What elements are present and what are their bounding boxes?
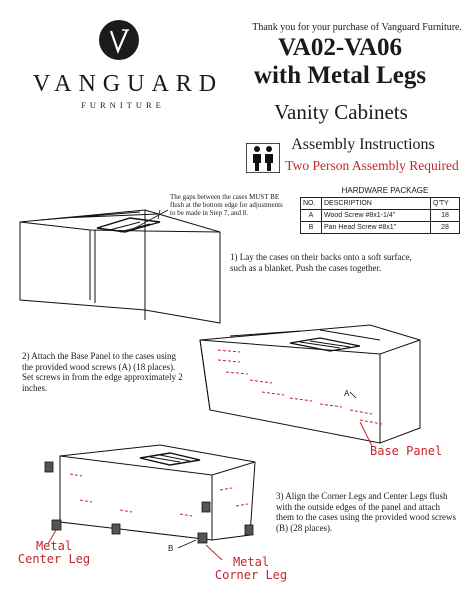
- corner-leg-label-line1: Metal: [232, 555, 270, 569]
- center-leg-label-line1: Metal: [35, 539, 73, 553]
- row-qty: 18: [431, 210, 460, 222]
- base-panel-pointer: [360, 422, 372, 446]
- step3-legs-drawing: [60, 445, 255, 540]
- product-subtitle: Vanity Cabinets: [274, 100, 408, 124]
- gaps-note: The gaps between the cases MUST BE flush at the bottom edge for adjustments to be made in Step 7, and 8.: [170, 193, 283, 217]
- row-no: B: [301, 222, 322, 234]
- model-variant: with Metal Legs: [253, 62, 427, 89]
- step-2-text: 2) Attach the Base Panel to the cases using the provided wood screws (A) (18 places). Set screws in from the edge approximately 2 inches.: [22, 351, 183, 393]
- leg-parts: [45, 462, 253, 543]
- model-number: VA02-VA06: [277, 34, 403, 61]
- center-leg-label: [16, 540, 92, 566]
- row-description: Pan Head Screw #8x1": [322, 222, 431, 234]
- step1-cases-drawing: [20, 210, 220, 323]
- row-no: A: [301, 210, 322, 222]
- row-qty: 28: [431, 222, 460, 234]
- step2-base-panel-drawing: [200, 325, 420, 443]
- screw-a-label: A: [344, 389, 350, 398]
- step2-screw-marks: [218, 350, 382, 424]
- screw-b-label: B: [168, 544, 174, 553]
- col-no: NO.: [301, 198, 322, 210]
- row-description: Wood Screw #8x1-1/4": [322, 210, 431, 222]
- col-description: DESCRIPTION: [322, 198, 431, 210]
- two-person-warning: Two Person Assembly Required: [285, 158, 459, 173]
- corner-leg-label-line2: Corner Leg: [214, 568, 288, 582]
- assembly-heading: Assembly Instructions: [291, 136, 435, 153]
- brand-subtitle: FURNITURE: [81, 100, 165, 110]
- screw-a-pointer: [350, 392, 356, 398]
- hardware-title: HARDWARE PACKAGE: [341, 186, 429, 195]
- col-qty: Q'TY: [431, 198, 460, 210]
- thank-you-note: Thank you for your purchase of Vanguard Furniture.: [252, 22, 462, 33]
- base-panel-label: Base Panel: [370, 444, 443, 458]
- step3-screw-marks: [70, 474, 248, 516]
- step-3-text: 3) Align the Corner Legs and Center Legs flush with the outside edges of the panel and attach them to the cases using the provided wood screws (B) (28 places).: [276, 491, 456, 533]
- corner-leg-label: [210, 556, 292, 582]
- step-1-text: 1) Lay the cases on their backs onto a soft surface, such as a blanket. Push the cases together.: [230, 252, 412, 273]
- screw-b-pointer: [178, 540, 196, 548]
- center-leg-label-line2: Center Leg: [17, 552, 91, 566]
- brand-name: VANGUARD: [32, 71, 224, 97]
